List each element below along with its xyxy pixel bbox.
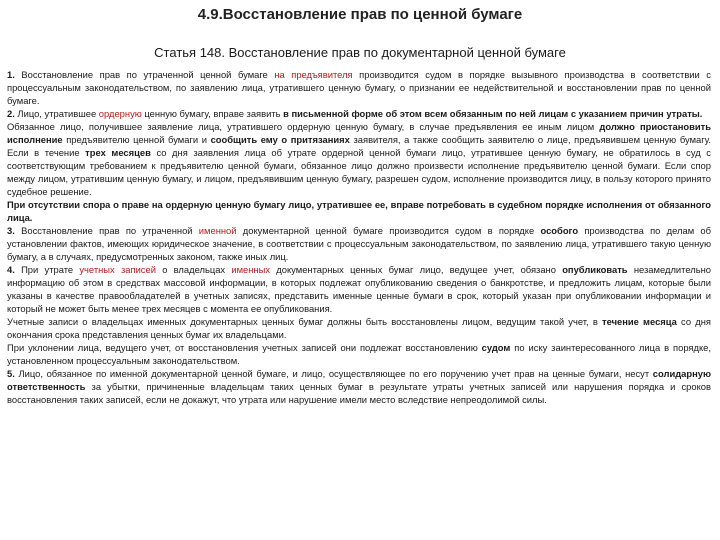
bold-run: сообщить ему о притязаниях xyxy=(210,134,350,145)
paragraph-9 xyxy=(7,367,711,406)
text-run: незамедлительно информацию об этом в средствах массовой информации, в которых подлежат опубликованию сведения о банкротстве, и предложить лицам, которые были указаны в качестве правообладателей в учетных записях, представить именные ценные бумаги в срок, который указан при опубликовании информации и который не может быть менее трех месяцев с момента ее опубликования. xyxy=(7,264,711,314)
bold-run: трех месяцев xyxy=(85,147,151,158)
text-run: производится судом в порядке вызывного производства в соответствии с процессуальным законодательством, по заявлению лица, утратившего ценную бумагу, о признании ее недействительной и восстановлении прав по ценной бумаге. xyxy=(7,69,711,106)
item-number: 1. xyxy=(7,69,15,80)
text-run: предъявителю ценной бумаги и xyxy=(62,134,211,145)
text-run: по иску заинтересованного лица в порядке, установленном процессуальным законодательством. xyxy=(7,342,711,366)
text-run: При утрате xyxy=(14,264,80,275)
text-run: ценную бумагу, вправе заявить xyxy=(141,108,284,119)
text-run: документарных ценных бумаг лицо, ведущее учет, обязано xyxy=(270,264,563,275)
paragraph-4 xyxy=(7,198,711,224)
paragraph-2 xyxy=(7,107,711,120)
text-run: Восстановление прав по утраченной xyxy=(14,225,199,236)
text-run: за убытки, причиненные владельцам таких ценных бумаг в результате утраты учетных записей или нарушения порядка и сроков восстановления таких записей, если не докажут, что утрата или нарушение имели место вследствие непреодолимой силы. xyxy=(7,381,711,405)
highlight-run: именных xyxy=(231,264,271,275)
page-heading: 4.9.Восстановление прав по ценной бумаге xyxy=(197,6,523,23)
bold-run: опубликовать xyxy=(562,264,628,275)
paragraph-7 xyxy=(7,315,711,341)
text-run: При уклонении лица, ведущего учет, от восстановления учетных записей они подлежат восстановлению xyxy=(7,342,482,353)
highlight-run: учетных записей xyxy=(79,264,156,275)
paragraph-1 xyxy=(7,68,711,107)
text-run: о владельцах xyxy=(155,264,232,275)
bold-run: солидарную ответственность xyxy=(7,368,711,392)
text-run: Восстановление прав по утраченной ценной бумаге xyxy=(14,69,275,80)
article-title: Статья 148. Восстановление прав по документарной ценной бумаге xyxy=(154,45,566,60)
highlight-run: ордерную xyxy=(98,108,142,119)
text-run: Обязанное лицо, получившее заявление лица, утратившего ордерную ценную бумагу, в случае предъявления ее иным лицом xyxy=(7,121,600,132)
highlight-run: на предъявителя xyxy=(274,69,353,80)
highlight-run: именной xyxy=(198,225,237,236)
text-run: производства по делам об установлении фактов, имеющих юридическое значение, в соответствии с процессуальным законодательством, по заявлению лица, утратившего такую ценную бумагу, а в случаях, предусмотренных законом, также иных лиц. xyxy=(7,225,711,262)
item-number: 2. xyxy=(7,108,15,119)
paragraph-3 xyxy=(7,120,711,198)
text-run: заявителя, а также сообщить заявителю о лице, предъявившем ценную бумагу. Если в течение xyxy=(7,134,712,158)
bold-run: особого xyxy=(540,225,579,236)
paragraph-5 xyxy=(7,224,711,263)
text-run: со дня окончания срока представления ценных бумаг их владельцами. xyxy=(7,316,711,340)
article-body xyxy=(7,68,711,406)
item-number: 5. xyxy=(7,368,15,379)
bold-run: в письменной форме об этом всем обязанным по ней лицам с указанием причин утраты. xyxy=(283,108,703,119)
bold-run: должно приостановить исполнение xyxy=(7,121,711,145)
bold-run: течение месяца xyxy=(602,316,677,327)
text-run: Лицо, обязанное по именной документарной ценной бумаге, и лицо, осуществляющее по его поручению учет прав на ценные бумаги, несут xyxy=(14,368,653,379)
text-run: Учетные записи о владельцах именных документарных ценных бумаг должны быть восстановлены лицом, ведущим такой учет, в xyxy=(7,316,602,327)
paragraph-6 xyxy=(7,263,711,315)
text-run: со дня заявления лица об утрате ордерной ценной бумаги лицо, утратившее ценную бумагу, не обратилось в суд с соответствующим требованием к предъявителю ценной бумаги, обязанное лицо должно произвести исполнение предъявителю ценной бумаги. Если спор между лицом, утратившим ценную бумагу, и лицом, предъявившим ценную бумагу, разрешен судом, исполнение производится лицу, в пользу которого принято судебное решение. xyxy=(7,147,711,197)
bold-run: судом xyxy=(481,342,511,353)
item-number: 4. xyxy=(7,264,15,275)
text-run: документарной ценной бумаге производится судом в порядке xyxy=(236,225,541,236)
item-number: 3. xyxy=(7,225,15,236)
paragraph-8 xyxy=(7,341,711,367)
text-run: Лицо, утратившее xyxy=(14,108,99,119)
bold-run: При отсутствии спора о праве на ордерную ценную бумагу лицо, утратившее ее, вправе потребовать в судебном порядке исполнения от обязанного лица. xyxy=(7,199,711,223)
